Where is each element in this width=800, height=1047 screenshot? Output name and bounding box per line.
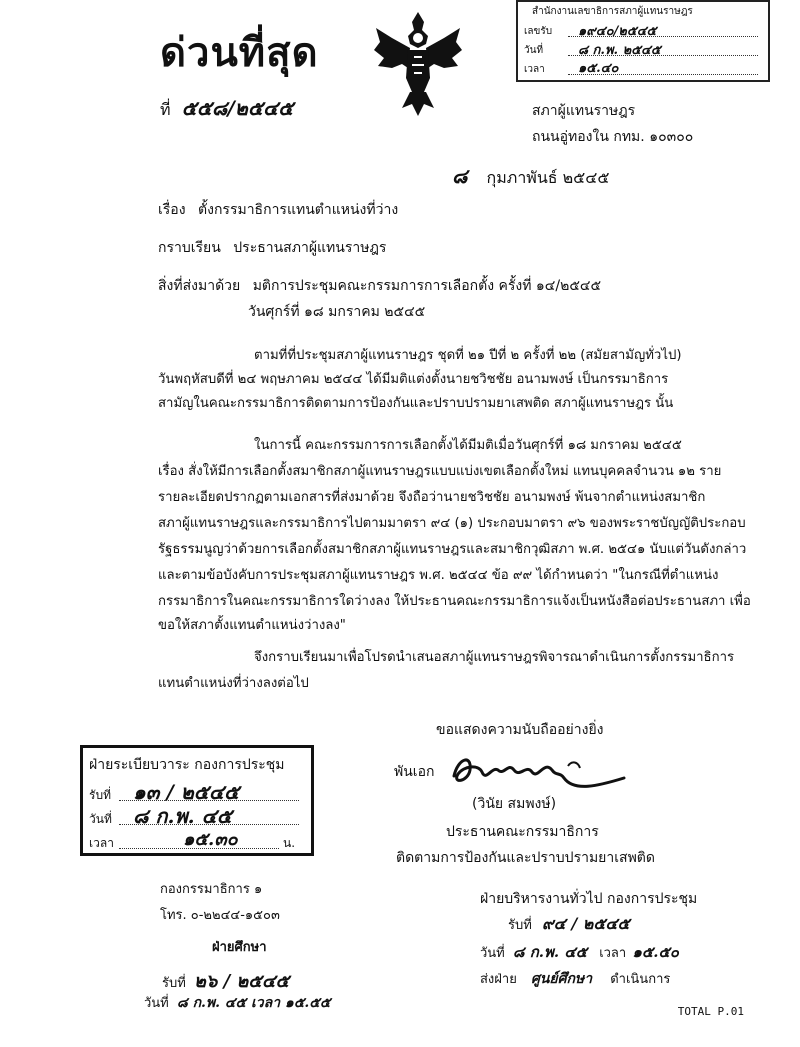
date-day: ๘ xyxy=(452,164,468,188)
sender-address: ถนนอู่ทองใน กทม. ๑๐๓๐๐ xyxy=(532,129,694,145)
study-stamp-title: ฝ่ายศึกษา xyxy=(212,940,267,955)
agenda-stamp-title: ฝ่ายระเบียบวาระ กองการประชุม xyxy=(89,757,285,773)
receipt-stamp xyxy=(516,0,770,82)
admin-time-value: ๑๕.๕๐ xyxy=(632,943,679,961)
admin-stamp-dept xyxy=(480,968,670,990)
urgent-label: ด่วนที่สุด xyxy=(160,30,319,76)
admin-date-value: ๘ ก.พ. ๔๕ xyxy=(512,943,588,961)
salutation-label: กราบเรียน xyxy=(158,240,221,256)
receipt-time-label: เวลา xyxy=(524,64,545,75)
receipt-time: ๑๕.๔๐ xyxy=(578,61,619,76)
paragraph2-line: และตามข้อบังคับการประชุมสภาผู้แทนราษฎร พ.ศ. ๒๕๔๔ ข้อ ๙๙ ได้กำหนดว่า "ในกรณีที่ตำแหน่ง xyxy=(158,568,719,583)
study-date-value: ๘ ก.พ. ๔๕ เวลา ๑๕.๕๕ xyxy=(176,995,331,1011)
paragraph2-line: สภาผู้แทนราษฎรและกรรมาธิการไปตามมาตรา ๙๔ (๑) ประกอบมาตรา ๙๖ ของพระราชบัญญัติประกอบ xyxy=(158,516,746,531)
letter-date xyxy=(452,160,610,192)
paragraph3-line: จึงกราบเรียนมาเพื่อโปรดนำเสนอสภาผู้แทนราษฎรพิจารณาดำเนินการตั้งกรรมาธิการ xyxy=(254,650,735,665)
study-stamp-date xyxy=(144,992,330,1014)
admin-action-label: ดำเนินการ xyxy=(610,972,671,987)
paragraph3-line: แทนตำแหน่งที่ว่างลงต่อไป xyxy=(158,676,309,691)
agenda-time-value: ๑๕.๓๐ xyxy=(183,829,238,850)
signer-title: ประธานคณะกรรมาธิการ xyxy=(446,824,599,840)
paragraph2-line: กรรมาธิการในคณะกรรมาธิการใดว่างลง ให้ประธานคณะกรรมาธิการแจ้งเป็นหนังสือต่อประธานสภา เพื่อ xyxy=(158,594,751,609)
admin-stamp-title: ฝ่ายบริหารงานทั่วไป กองการประชุม xyxy=(480,891,698,907)
admin-date-label: วันที่ xyxy=(480,946,505,961)
signer-name: (วินัย สมพงษ์) xyxy=(472,796,557,812)
paragraph2-line: ขอให้สภาตั้งแทนตำแหน่งว่างลง" xyxy=(158,618,346,633)
paragraph2-line: ในการนี้ คณะกรรมการการเลือกตั้งได้มีมติเมื่อวันศุกร์ที่ ๑๘ มกราคม ๒๕๔๕ xyxy=(254,438,682,453)
paragraph2-line: รายละเอียดปรากฏตามเอกสารที่ส่งมาด้วย จึงถือว่านายชวิชชัย อนามพงษ์ พ้นจากตำแหน่งสมาชิก xyxy=(158,490,706,505)
paragraph2-line: เรื่อง สั่งให้มีการเลือกตั้งสมาชิกสภาผู้แทนราษฎรแบบแบ่งเขตเลือกตั้งใหม่ แทนบุคคลจำนวน ๑๒ ราย xyxy=(158,464,722,479)
salutation-line xyxy=(158,240,386,256)
garuda-emblem-icon xyxy=(372,8,464,118)
study-stamp-received xyxy=(162,966,289,995)
paragraph1-line: ตามที่ที่ประชุมสภาผู้แทนราษฎร ชุดที่ ๒๑ ปีที่ ๒ ครั้งที่ ๒๒ (สมัยสามัญทั่วไป) xyxy=(254,348,682,363)
agenda-date-value: ๘ ก.พ. ๔๕ xyxy=(133,804,232,828)
paragraph1-line: สามัญในคณะกรรมาธิการติดตามการป้องกันและปราบปรามยาเสพติด สภาผู้แทนราษฎร นั้น xyxy=(158,396,674,411)
closing-text: ขอแสดงความนับถืออย่างยิ่ง xyxy=(436,722,604,738)
subject-label: เรื่อง xyxy=(158,202,186,218)
signer-rank: พันเอก xyxy=(394,764,435,780)
doc-number-value: ๕๕๘/๒๕๔๕ xyxy=(181,96,294,120)
study-received-label: รับที่ xyxy=(162,976,186,991)
date-month-year: กุมภาพันธ์ ๒๕๔๕ xyxy=(486,168,610,187)
fax-total-pages: TOTAL P.01 xyxy=(677,1005,744,1018)
enclosure-text: มติการประชุมคณะกรรมการการเลือกตั้ง ครั้งที่ ๑๔/๒๕๔๕ xyxy=(252,278,602,294)
admin-stamp-received xyxy=(508,912,630,937)
agenda-time-label: เวลา xyxy=(89,836,114,850)
agenda-time-suffix: น. xyxy=(283,836,296,850)
receipt-date-label: วันที่ xyxy=(524,45,544,56)
admin-dept-label: ส่งฝ่าย xyxy=(480,972,517,987)
admin-dept-value: ศูนย์ศึกษา xyxy=(530,971,593,987)
subject-text: ตั้งกรรมาธิการแทนตำแหน่งที่ว่าง xyxy=(198,202,399,218)
enclosure-date: วันศุกร์ที่ ๑๘ มกราคม ๒๕๔๕ xyxy=(248,304,426,320)
agenda-received-value: ๑๓ / ๒๕๔๕ xyxy=(133,780,240,804)
receipt-date: ๘ ก.พ. ๒๕๔๕ xyxy=(578,43,661,58)
subject-line xyxy=(158,202,398,218)
handwritten-signature xyxy=(448,748,628,798)
receipt-label: เลขรับ xyxy=(524,26,553,37)
admin-stamp-date xyxy=(480,940,679,964)
receipt-number: ๑๙๔๐/๒๕๔๕ xyxy=(578,24,657,39)
study-date-label: วันที่ xyxy=(144,996,169,1011)
signer-committee: ติดตามการป้องกันและปราบปรามยาเสพติด xyxy=(396,850,655,866)
sender-org: สภาผู้แทนราษฎร xyxy=(532,103,636,119)
doc-number-prefix: ที่ xyxy=(160,100,171,119)
receipt-stamp-title: สำนักงานเลขาธิการสภาผู้แทนราษฎร xyxy=(532,6,693,17)
document-number xyxy=(160,92,293,124)
admin-received-value: ๙๔ / ๒๕๔๕ xyxy=(541,914,630,933)
admin-received-label: รับที่ xyxy=(508,918,532,933)
agenda-received-label: รับที่ xyxy=(89,788,111,802)
enclosure-label: สิ่งที่ส่งมาด้วย xyxy=(158,278,241,294)
agenda-date-label: วันที่ xyxy=(89,812,112,826)
paragraph1-line: วันพฤหัสบดีที่ ๒๔ พฤษภาคม ๒๕๔๔ ได้มีมติแต่งตั้งนายชวิชชัย อนามพงษ์ เป็นกรรมาธิการ xyxy=(158,372,669,387)
salutation-text: ประธานสภาผู้แทนราษฎร xyxy=(233,240,387,256)
study-received-value: ๒๖ / ๒๕๔๕ xyxy=(193,971,290,992)
admin-time-label: เวลา xyxy=(599,946,627,961)
office-phone: โทร. ๐-๒๒๔๔-๑๕๐๓ xyxy=(160,908,280,923)
paragraph2-line: รัฐธรรมนูญว่าด้วยการเลือกตั้งสมาชิกสภาผู้แทนราษฎรและสมาชิกวุฒิสภา พ.ศ. ๒๕๔๑ นับแต่วันดังกล่าว xyxy=(158,542,747,557)
office-name: กองกรรมาธิการ ๑ xyxy=(160,882,263,897)
enclosure-line xyxy=(158,278,601,294)
agenda-stamp xyxy=(80,745,314,856)
